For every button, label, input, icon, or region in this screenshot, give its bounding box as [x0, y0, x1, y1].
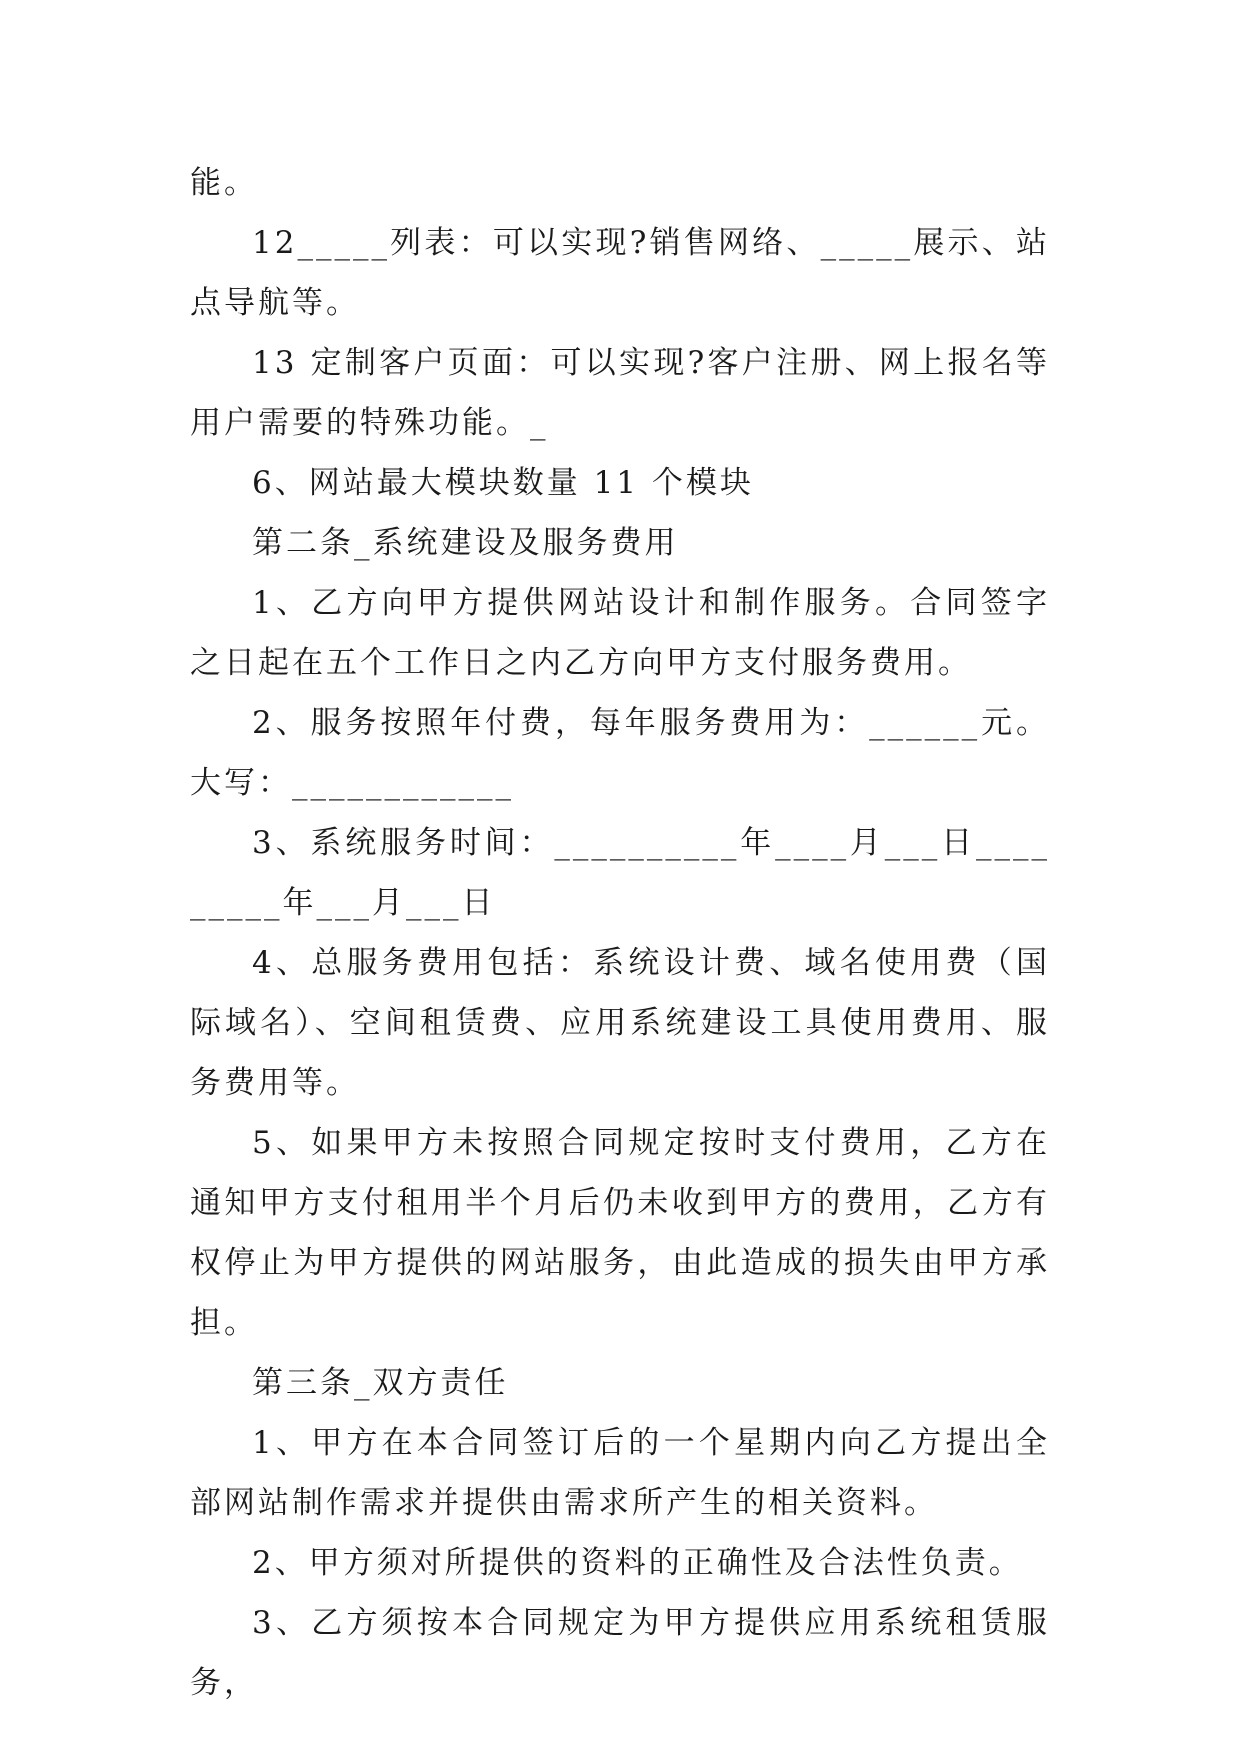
paragraph-article-3-clause-3: 3、乙方须按本合同规定为甲方提供应用系统租赁服务，: [190, 1605, 1050, 1701]
paragraph-item-13: 13 定制客户页面：可以实现?客户注册、网上报名等用户需要的特殊功能。_: [190, 345, 1050, 441]
paragraph-continuation: 能。: [190, 165, 258, 201]
paragraph-article-2-clause-2: 2、服务按照年付费，每年服务费用为：______元。大写：____________: [190, 705, 1050, 801]
section-heading-article-3: 第三条_双方责任: [252, 1365, 509, 1401]
paragraph-article-2-clause-5: 5、如果甲方未按照合同规定按时支付费用，乙方在通知甲方支付租用半个月后仍未收到甲方的费用，乙方有权停止为甲方提供的网站服务，由此造成的损失由甲方承担。: [190, 1125, 1050, 1341]
paragraph-item-12: 12_____列表：可以实现?销售网络、_____展示、站点导航等。: [190, 225, 1050, 321]
paragraph-article-2-clause-4: 4、总服务费用包括：系统设计费、域名使用费（国际域名）、空间租赁费、应用系统建设工具使用费用、服务费用等。: [190, 945, 1050, 1101]
section-heading-article-2: 第二条_系统建设及服务费用: [252, 525, 679, 561]
paragraph-article-2-clause-1: 1、乙方向甲方提供网站设计和制作服务。合同签字之日起在五个工作日之内乙方向甲方支付服务费用。: [190, 585, 1050, 681]
document-body: [190, 153, 1050, 1713]
paragraph-article-3-clause-1: 1、甲方在本合同签订后的一个星期内向乙方提出全部网站制作需求并提供由需求所产生的相关资料。: [190, 1425, 1050, 1521]
paragraph-article-2-clause-3: 3、系统服务时间：__________年____月___日_________年___月___日: [190, 825, 1050, 921]
paragraph-article-3-clause-2: 2、甲方须对所提供的资料的正确性及合法性负责。: [252, 1545, 1023, 1581]
paragraph-max-modules: 6、网站最大模块数量 11 个模块: [252, 465, 754, 501]
